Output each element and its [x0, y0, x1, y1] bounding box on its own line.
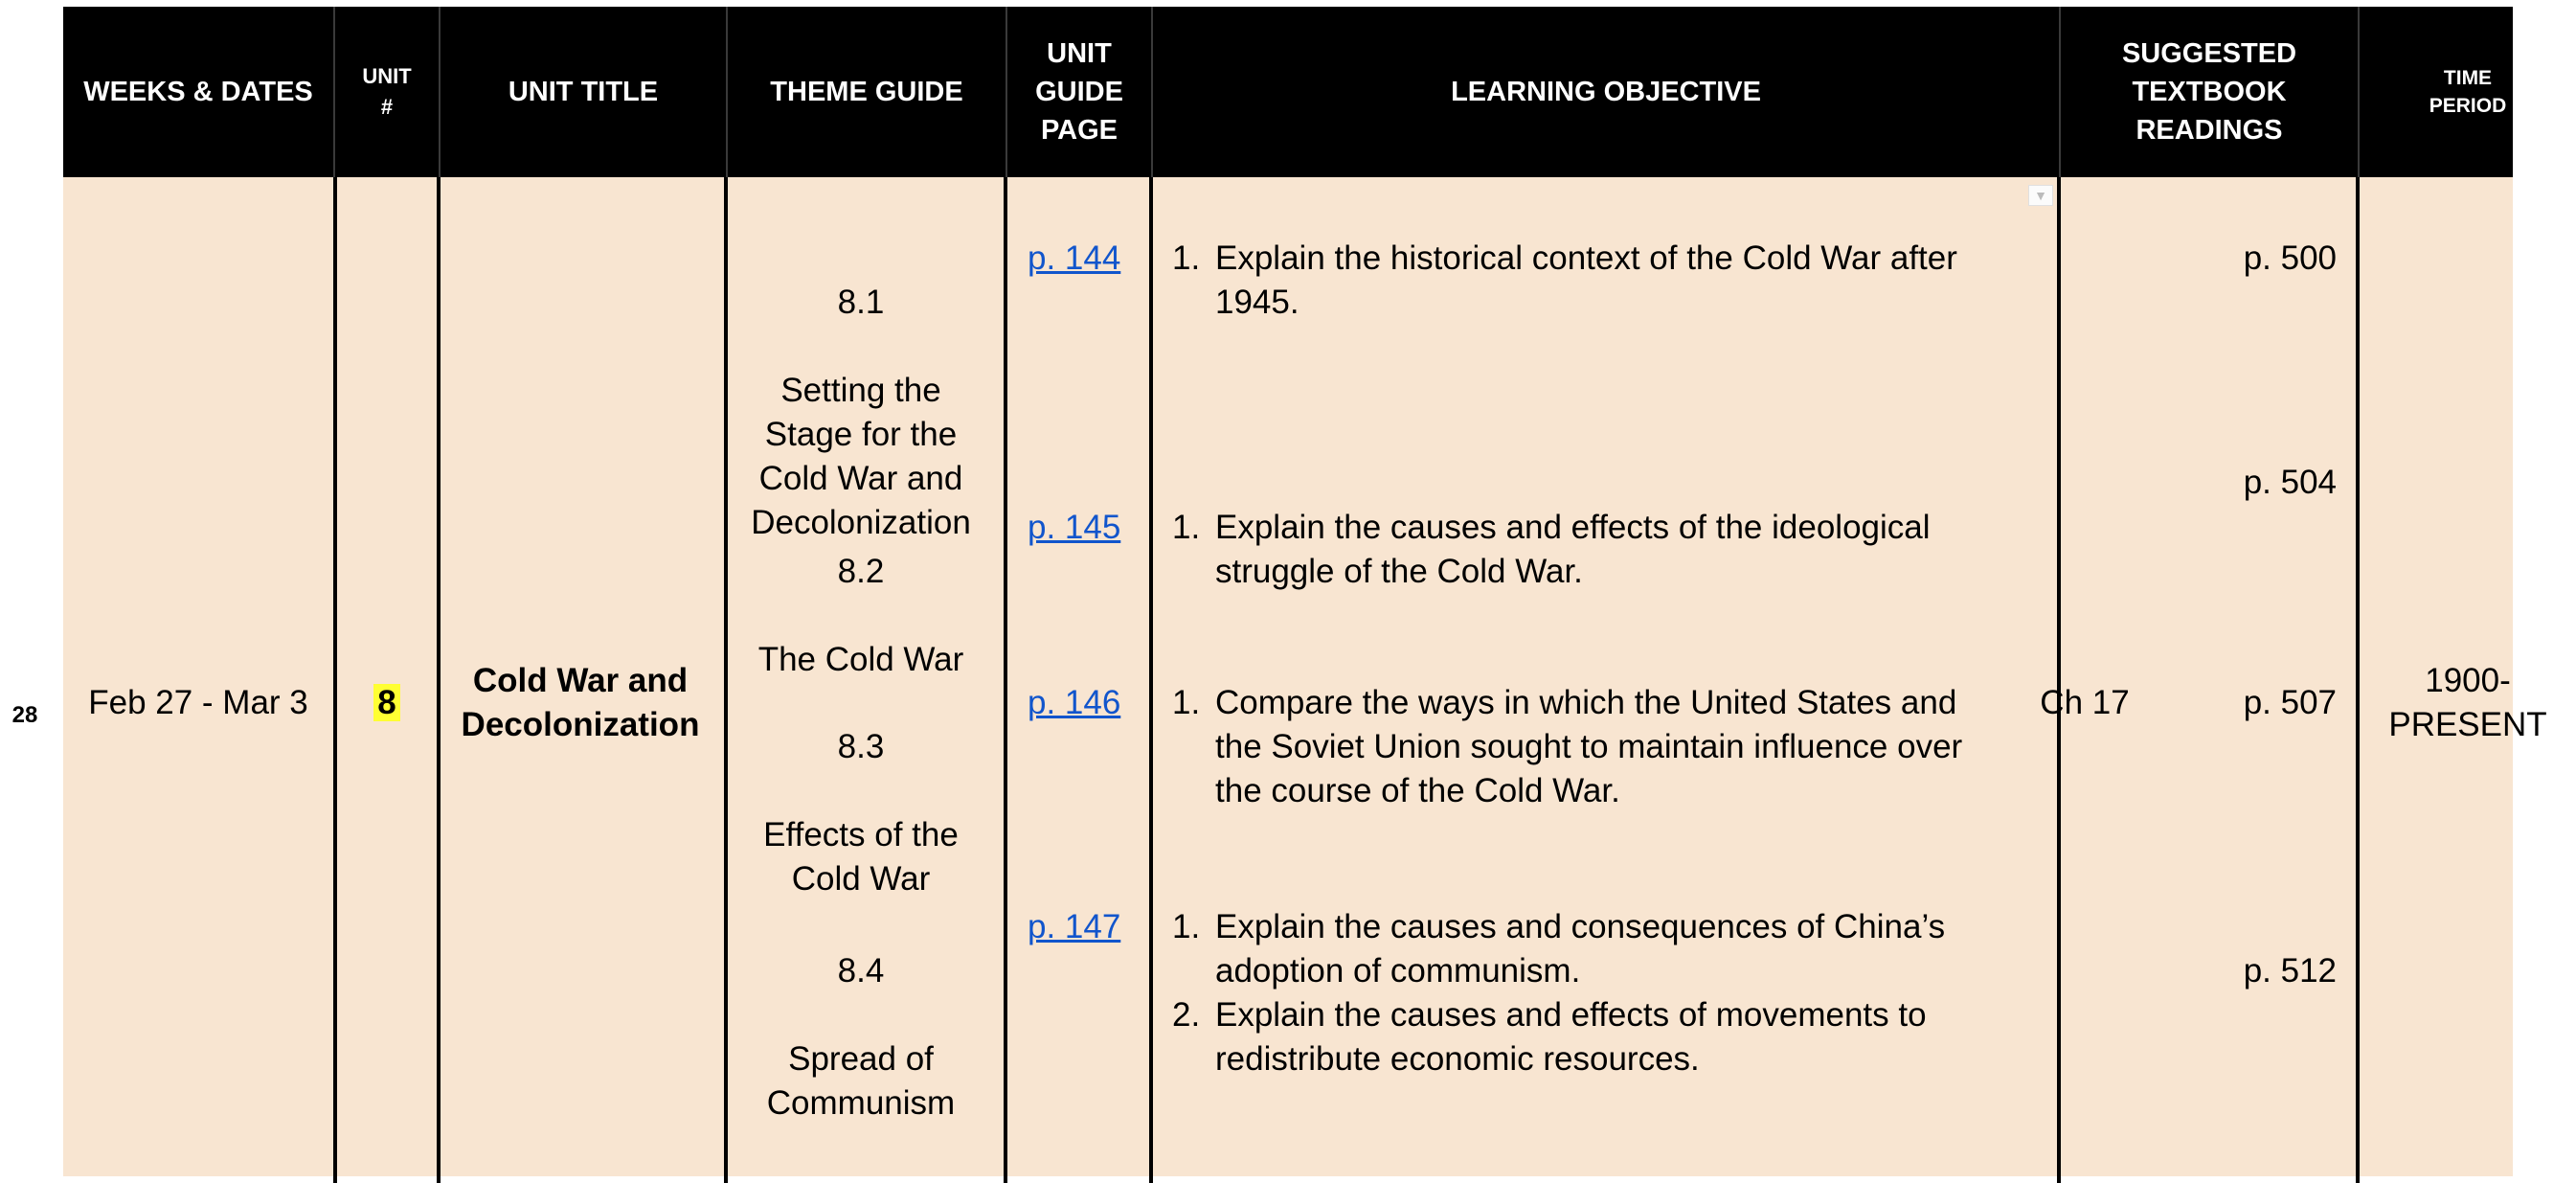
- column-divider: [1004, 177, 1007, 1183]
- theme-title: Spread of Communism: [766, 1040, 956, 1122]
- header-row: [63, 7, 2513, 177]
- reading-page[interactable]: p. 507: [2243, 684, 2337, 721]
- theme-title: Effects of the Cold War: [763, 816, 959, 898]
- header-learning-objective: LEARNING OBJECTIVE: [1451, 77, 1761, 107]
- header-suggested-readings: SUGGESTED TEXTBOOK READINGS: [2121, 38, 2297, 146]
- header-unit-guide-page: UNIT GUIDE PAGE: [1035, 38, 1123, 146]
- header-weeks-dates: WEEKS & DATES: [83, 77, 313, 107]
- theme-code: 8.2: [837, 553, 885, 590]
- objective-number: 1.: [1172, 509, 1201, 546]
- row-header[interactable]: [0, 0, 63, 1176]
- unit-title-cell[interactable]: Cold War and Decolonization: [461, 662, 700, 743]
- objective-number: 1.: [1172, 908, 1201, 945]
- objective-number: 1.: [1172, 684, 1201, 721]
- objective-text: Compare the ways in which the United States and the Soviet Union sought to maintain influence over the course of the Cold War.: [1215, 684, 1963, 809]
- column-divider: [1149, 177, 1153, 1183]
- objective-item[interactable]: [1172, 905, 2034, 993]
- guide-page-link[interactable]: p. 147: [1028, 908, 1121, 945]
- unit-number-cell[interactable]: [337, 681, 437, 725]
- objective-number: 2.: [1172, 996, 1201, 1034]
- reading-pages: [2193, 7, 2337, 1176]
- theme-code: 8.3: [837, 728, 885, 765]
- reading-page[interactable]: p. 500: [2243, 239, 2337, 277]
- dates-cell[interactable]: Feb 27 - Mar 3: [88, 684, 308, 721]
- header-unit-title: UNIT TITLE: [508, 77, 659, 107]
- chapter-cell[interactable]: Ch 17: [2040, 684, 2130, 721]
- header-theme-guide: THEME GUIDE: [770, 77, 963, 107]
- objective-item[interactable]: [1172, 993, 2034, 1081]
- guide-page-link[interactable]: p. 144: [1028, 239, 1121, 277]
- theme-code: 8.4: [837, 952, 885, 990]
- column-divider: [2057, 177, 2061, 1183]
- objective-text: Explain the causes and consequences of China’s adoption of communism.: [1215, 908, 1946, 990]
- objective-number: 1.: [1172, 239, 1201, 277]
- header-unit-number: UNIT #: [362, 64, 412, 119]
- row-number: 28: [11, 702, 38, 728]
- reading-page[interactable]: p. 504: [2243, 464, 2337, 501]
- reading-page[interactable]: p. 512: [2243, 952, 2337, 990]
- objective-text: Explain the causes and effects of movements to redistribute economic resources.: [1215, 996, 1927, 1078]
- objective-item[interactable]: [1172, 237, 2034, 325]
- schedule-table: [63, 7, 2547, 1176]
- theme-code: 8.1: [837, 284, 885, 321]
- guide-page-link[interactable]: p. 145: [1028, 509, 1121, 546]
- column-divider: [333, 177, 337, 1183]
- column-divider: [437, 177, 441, 1183]
- chevron-down-icon[interactable]: ▼: [2028, 185, 2053, 206]
- unit-number-value: 8: [373, 684, 399, 721]
- theme-guide-item[interactable]: [722, 905, 1000, 1170]
- objective-item[interactable]: [1172, 681, 2034, 813]
- theme-title: The Cold War: [757, 641, 964, 678]
- guide-page-link[interactable]: p. 146: [1028, 684, 1121, 721]
- objective-text: Explain the historical context of the Cold War after 1945.: [1215, 239, 1957, 321]
- objective-item[interactable]: [1172, 506, 2034, 594]
- theme-title: Setting the Stage for the Cold War and Decolonization: [751, 372, 971, 541]
- time-period-cell[interactable]: 1900- PRESENT: [2388, 662, 2547, 743]
- objective-text: Explain the causes and effects of the ideological struggle of the Cold War.: [1215, 509, 1931, 590]
- header-time-period: TIME PERIOD: [2429, 67, 2507, 117]
